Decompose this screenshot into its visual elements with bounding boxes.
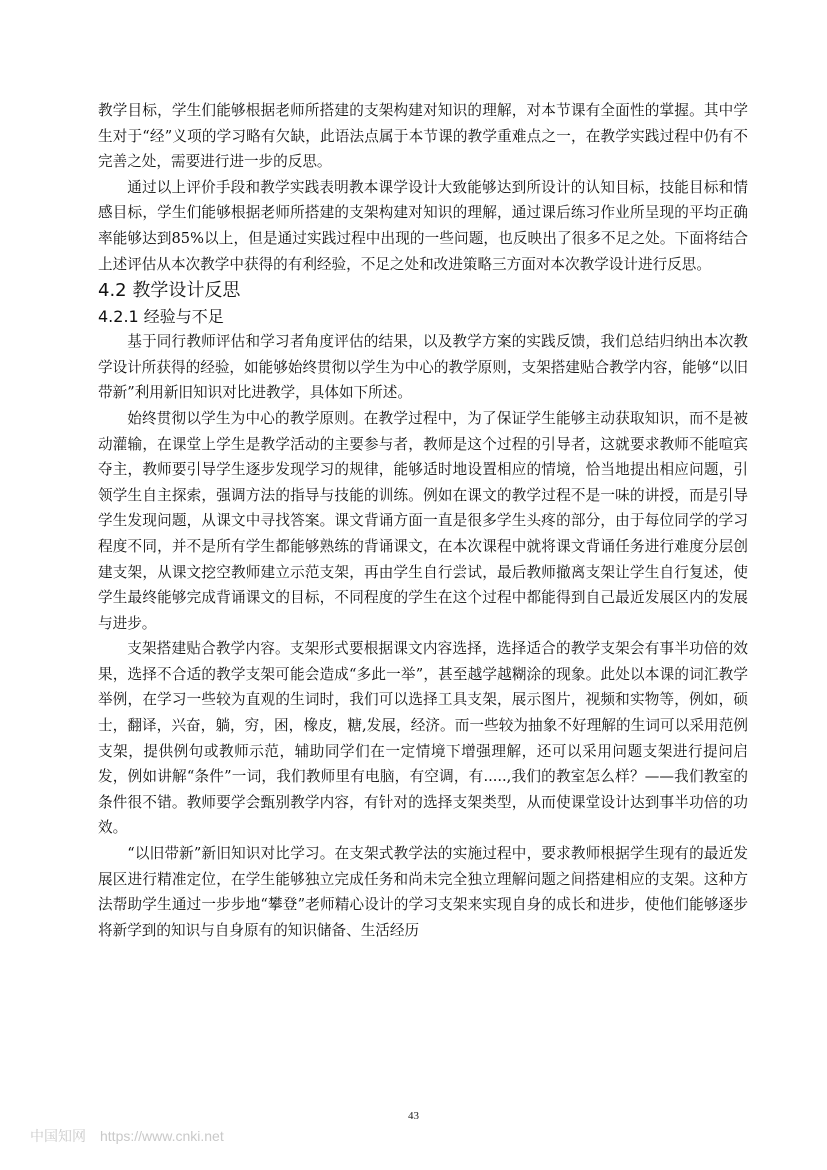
paragraph-experience-intro: 基于同行教师评估和学习者角度评估的结果，以及教学方案的实践反馈，我们总结归纳出本次教学设计所获得的经验，如能够始终贯彻以学生为中心的教学原则，支架搭建贴合教学内容，能够“以旧带新”利用新旧知识对比进教学，具体如下所述。 <box>98 333 748 402</box>
paragraph-scaffold-content: 支架搭建贴合教学内容。支架形式要根据课文内容选择，选择适合的教学支架会有事半功倍的效果，选择不合适的教学支架可能会造成“多此一举”，甚至越学越糊涂的现象。此处以本课的词汇教学举例，在学习一些较为直观的生词时，我们可以选择工具支架，展示图片，视频和实物等，例如，硕士，翻译，兴奋，躺，穷，困，橡皮，糖,发展，经济。而一些较为抽象不好理解的生词可以采用范例支架，提供例句或教师示范，辅助同学们在一定情境下增强理解，还可以采用问题支架进行提问启发，例如讲解“条件”一词，我们教师里有电脑，有空调，有.....,我们的教室怎么样？——我们教室的条件很不错。教师要学会甄别教学内容，有针对的选择支架类型，从而使课堂设计达到事半功倍的功效。 <box>98 640 748 837</box>
page-content <box>98 98 748 943</box>
page-number: 43 <box>408 1110 419 1122</box>
paragraph-evaluation-summary: 通过以上评价手段和教学实践表明教本课学设计大致能够达到所设计的认知目标，技能目标和情感目标，学生们能够根据老师所搭建的支架构建对知识的理解，通过课后练习作业所呈现的平均正确率能够达到85%以上，但是通过实践过程中出现的一些问题，也反映出了很多不足之处。下面将结合上述评估从本次教学中获得的有利经验，不足之处和改进策略三方面对本次教学设计进行反思。 <box>98 178 748 273</box>
watermark-url: https://www.cnki.net <box>100 1128 224 1144</box>
paragraph-old-new-comparison: “以旧带新”新旧知识对比学习。在支架式教学法的实施过程中，要求教师根据学生现有的最近发展区进行精准定位，在学生能够独立完成任务和尚未完全独立理解问题之间搭建相应的支架。这种方法帮助学生通过一步步地“攀登”老师精心设计的学习支架来实现自身的成长和进步，使他们能够逐步将新学到的知识与自身原有的知识储备、生活经历 <box>98 845 748 939</box>
watermark-brand: 中国知网 <box>30 1128 86 1144</box>
section-heading: 4.2 教学设计反思 <box>98 280 241 302</box>
subsection-heading: 4.2.1 经验与不足 <box>98 307 224 327</box>
paragraph-teaching-goals: 教学目标，学生们能够根据老师所搭建的支架构建对知识的理解，对本节课有全面性的掌握。其中学生对于“经”义项的学习略有欠缺，此语法点属于本节课的教学重难点之一，在教学实践过程中仍有不完善之处，需要进行进一步的反思。 <box>98 102 748 171</box>
cnki-watermark <box>30 1126 224 1146</box>
paragraph-student-centered: 始终贯彻以学生为中心的教学原则。在教学过程中，为了保证学生能够主动获取知识，而不是被动灌输，在课堂上学生是教学活动的主要参与者，教师是这个过程的引导者，这就要求教师不能喧宾夺主，教师要引导学生逐步发现学习的规律，能够适时地设置相应的情境，恰当地提出相应问题，引领学生自主探索，强调方法的指导与技能的训练。例如在课文的教学过程不是一味的讲授，而是引导学生发现问题，从课文中寻找答案。课文背诵方面一直是很多学生头疼的部分，由于每位同学的学习程度不同，并不是所有学生都能够熟练的背诵课文，在本次课程中就将课文背诵任务进行难度分层创建支架，从课文挖空教师建立示范支架，再由学生自行尝试，最后教师撤离支架让学生自行复述，使学生最终能够完成背诵课文的目标，不同程度的学生在这个过程中都能得到自己最近发展区内的发展与进步。 <box>98 409 748 632</box>
